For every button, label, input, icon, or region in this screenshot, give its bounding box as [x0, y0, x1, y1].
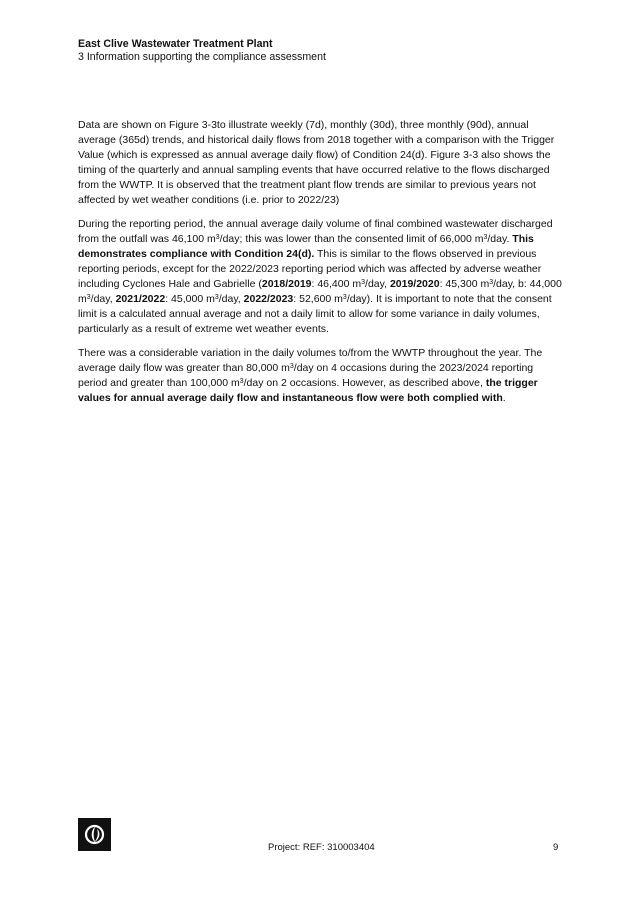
superscript: 3 [215, 234, 220, 241]
text-run: /day on 4 occasions during the 2023/2024 reporting period and greater than 100,000 m [78, 362, 534, 389]
text-run: /day. [487, 233, 513, 245]
page-header [78, 38, 578, 64]
paragraph-daily-variation [78, 346, 563, 406]
paragraph-flow-trends: Data are shown on Figure 3-3to illustrate weekly (7d), monthly (30d), three monthly (90d), annual average (365d) trends, and historical daily flows from 2018 together with a comparison with the Trigger Value (which is expressed as annual average daily flow) of Condition 24(d). Figure 3-3 also shows the timing of the quarterly and annual sampling events that have occurred relative to the flows discharged from the WWTP. It is observed that the treatment plant flow trends are similar to previous years not affected by wet weather conditions (i.e. prior to 2022/23) [78, 119, 555, 206]
period-label: 2018/2019 [261, 278, 312, 290]
superscript: 3 [214, 294, 219, 301]
text-run: /day, [365, 278, 390, 290]
period-label: 2022/2023 [243, 293, 294, 305]
text-run: During the reporting period, the annual average daily volume of final combined wastewater discharged from the outfall was 46,100 m [78, 218, 553, 245]
text-run: /day, [218, 293, 244, 305]
text-run: . [502, 392, 506, 404]
document-body [78, 118, 563, 415]
superscript: 3 [239, 378, 244, 385]
paragraph-annual-average [78, 217, 563, 337]
text-run: /day, b: 44,000 m [78, 278, 562, 305]
text-run: /day; this was lower than the consented limit of 66,000 m [219, 233, 484, 245]
section-subtitle: 3 Information supporting the compliance assessment [78, 51, 326, 63]
compliance-statement: This demonstrates compliance with Condition 24(d). [78, 233, 534, 260]
text-run: /day on 2 occasions. However, as described above, [243, 377, 486, 389]
text-run: /day). It is important to note that the consent limit is a calculated annual average and not a daily limit to allow for some variance in daily volumes, particularly as a result of extreme wet weather events. [78, 293, 552, 335]
superscript: 3 [342, 294, 347, 301]
superscript: 3 [489, 279, 494, 286]
compliance-statement: the trigger values for annual average daily flow and instantaneous flow were both complied with [78, 377, 538, 404]
text-run: There was a considerable variation in the daily volumes to/from the WWTP throughout the year. The average daily flow was greater than 80,000 m [78, 347, 543, 374]
company-logo-icon [78, 818, 111, 851]
superscript: 3 [361, 279, 366, 286]
period-label: 2019/2020 [389, 278, 440, 290]
text-run: : 52,600 m [293, 293, 343, 305]
superscript: 3 [483, 234, 488, 241]
period-label: 2021/2022 [115, 293, 166, 305]
superscript: 3 [86, 294, 91, 301]
text-run: /day, [90, 293, 116, 305]
text-run: : 46,400 m [311, 278, 362, 290]
text-run: : 45,300 m [439, 278, 490, 290]
text-run: : 45,000 m [165, 293, 215, 305]
superscript: 3 [289, 363, 294, 370]
footer-project-reference: Project: REF: 310003404 [268, 842, 375, 853]
footer-page-number: 9 [553, 842, 559, 853]
document-title: East Clive Wastewater Treatment Plant [78, 38, 273, 50]
text-run: This is similar to the flows observed in previous reporting periods, except for the 2022/2023 reporting period which was affected by adverse weather including Cyclones Hale and Gabrielle ( [78, 248, 542, 290]
